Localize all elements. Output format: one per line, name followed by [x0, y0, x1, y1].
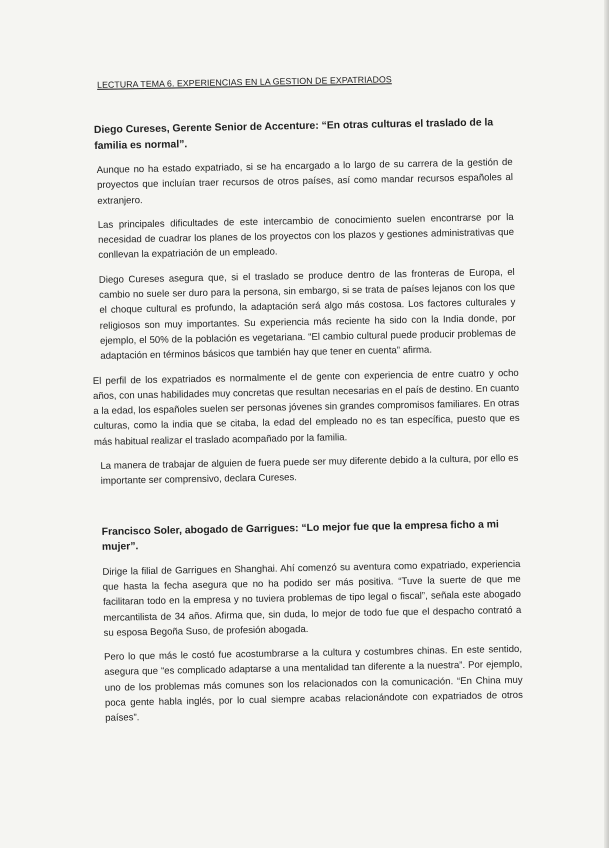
paragraph: Pero lo que más le costó fue acostumbrarse a la cultura y costumbres chinas. En este sentido, asegura que “es complicado adaptarse a una mentalidad tan diferente a la nuestra”. Por ejemplo, uno de los problemas más comunes son los relacionados con la comunicación. “En China muy poca gente habla inglés, por lo cual siempre acabas relacionándote con expatriados de otros países”.	[103, 643, 523, 725]
section-heading-soler: Francisco Soler, abogado de Garrigues: “Lo mejor fue que la empresa ficho a mi mujer”.	[101, 518, 499, 554]
document-body	[93, 72, 524, 736]
page-edge-shadow	[604, 0, 609, 848]
paragraph: Aunque no ha estado expatriado, si se ha encargado a lo largo de su carrera de la gestión de proyectos que incluían traer recursos de otros países, así como mandar recursos españoles al extranjero.	[96, 156, 514, 207]
section-heading-cureses: Diego Cureses, Gerente Senior de Accenture: “En otras culturas el traslado de la familia es normal”.	[93, 117, 494, 152]
paragraph: La manera de trabajar de alguien de fuera puede ser muy diferente debido a la cultura, por ello es importante ser comprensivo, declara Cureses.	[100, 452, 519, 488]
paragraph: Las principales dificultades de este intercambio de conocimiento suelen encontrarse por la necesidad de cuadrar los planes de los proyectos con los plazos y gestiones administrativas que conllevan la expatriación de un empleado.	[97, 211, 515, 262]
lecture-title: LECTURA TEMA 6. EXPERIENCIAS EN LA GESTION DE EXPATRIADOS	[96, 74, 392, 90]
paragraph: Dirige la filial de Garrigues en Shanghai. Ahí comenzó su aventura como expatriado, experiencia que hasta la fecha asegura que no ha podido ser más positiva. “Tuve la suerte de que me facilitaran todo en la empresa y no tuviera problemas de tipo legal o fiscal”, señala este abogado mercantilista de 34 años. Afirma que, sin duda, lo mejor de todo fue que el despacho contrató a su esposa Begoña Suso, de profesión abogada.	[102, 558, 522, 639]
paragraph: El perfil de los expatriados es normalmente el de gente con experiencia de entre cuatro y ocho años, con unas habilidades muy concretas que resultan necesarias en el país de destino. En cuanto a la edad, los españoles suelen ser personas jóvenes sin grandes compromisos familiares. En otras culturas, como la india que se citaba, la edad del empleado no es tan específica, puesto que es más habitual realizar el traslado acompañado por la familia.	[92, 367, 520, 448]
paragraph: Diego Cureses asegura que, si el traslado se produce dentro de las fronteras de Europa, el cambio no suele ser duro para la persona, sin embargo, si se trata de países lejanos con los que el choque cultural es profundo, la adaptación será algo más costosa. Los factores culturales y religiosos son muy importantes. Su experiencia más reciente ha sido con la India donde, por ejemplo, el 50% de la población es vegetariana. “El cambio cultural puede producir problemas de adaptación en términos básicos que también hay que tener en cuenta” afirma.	[98, 266, 517, 363]
